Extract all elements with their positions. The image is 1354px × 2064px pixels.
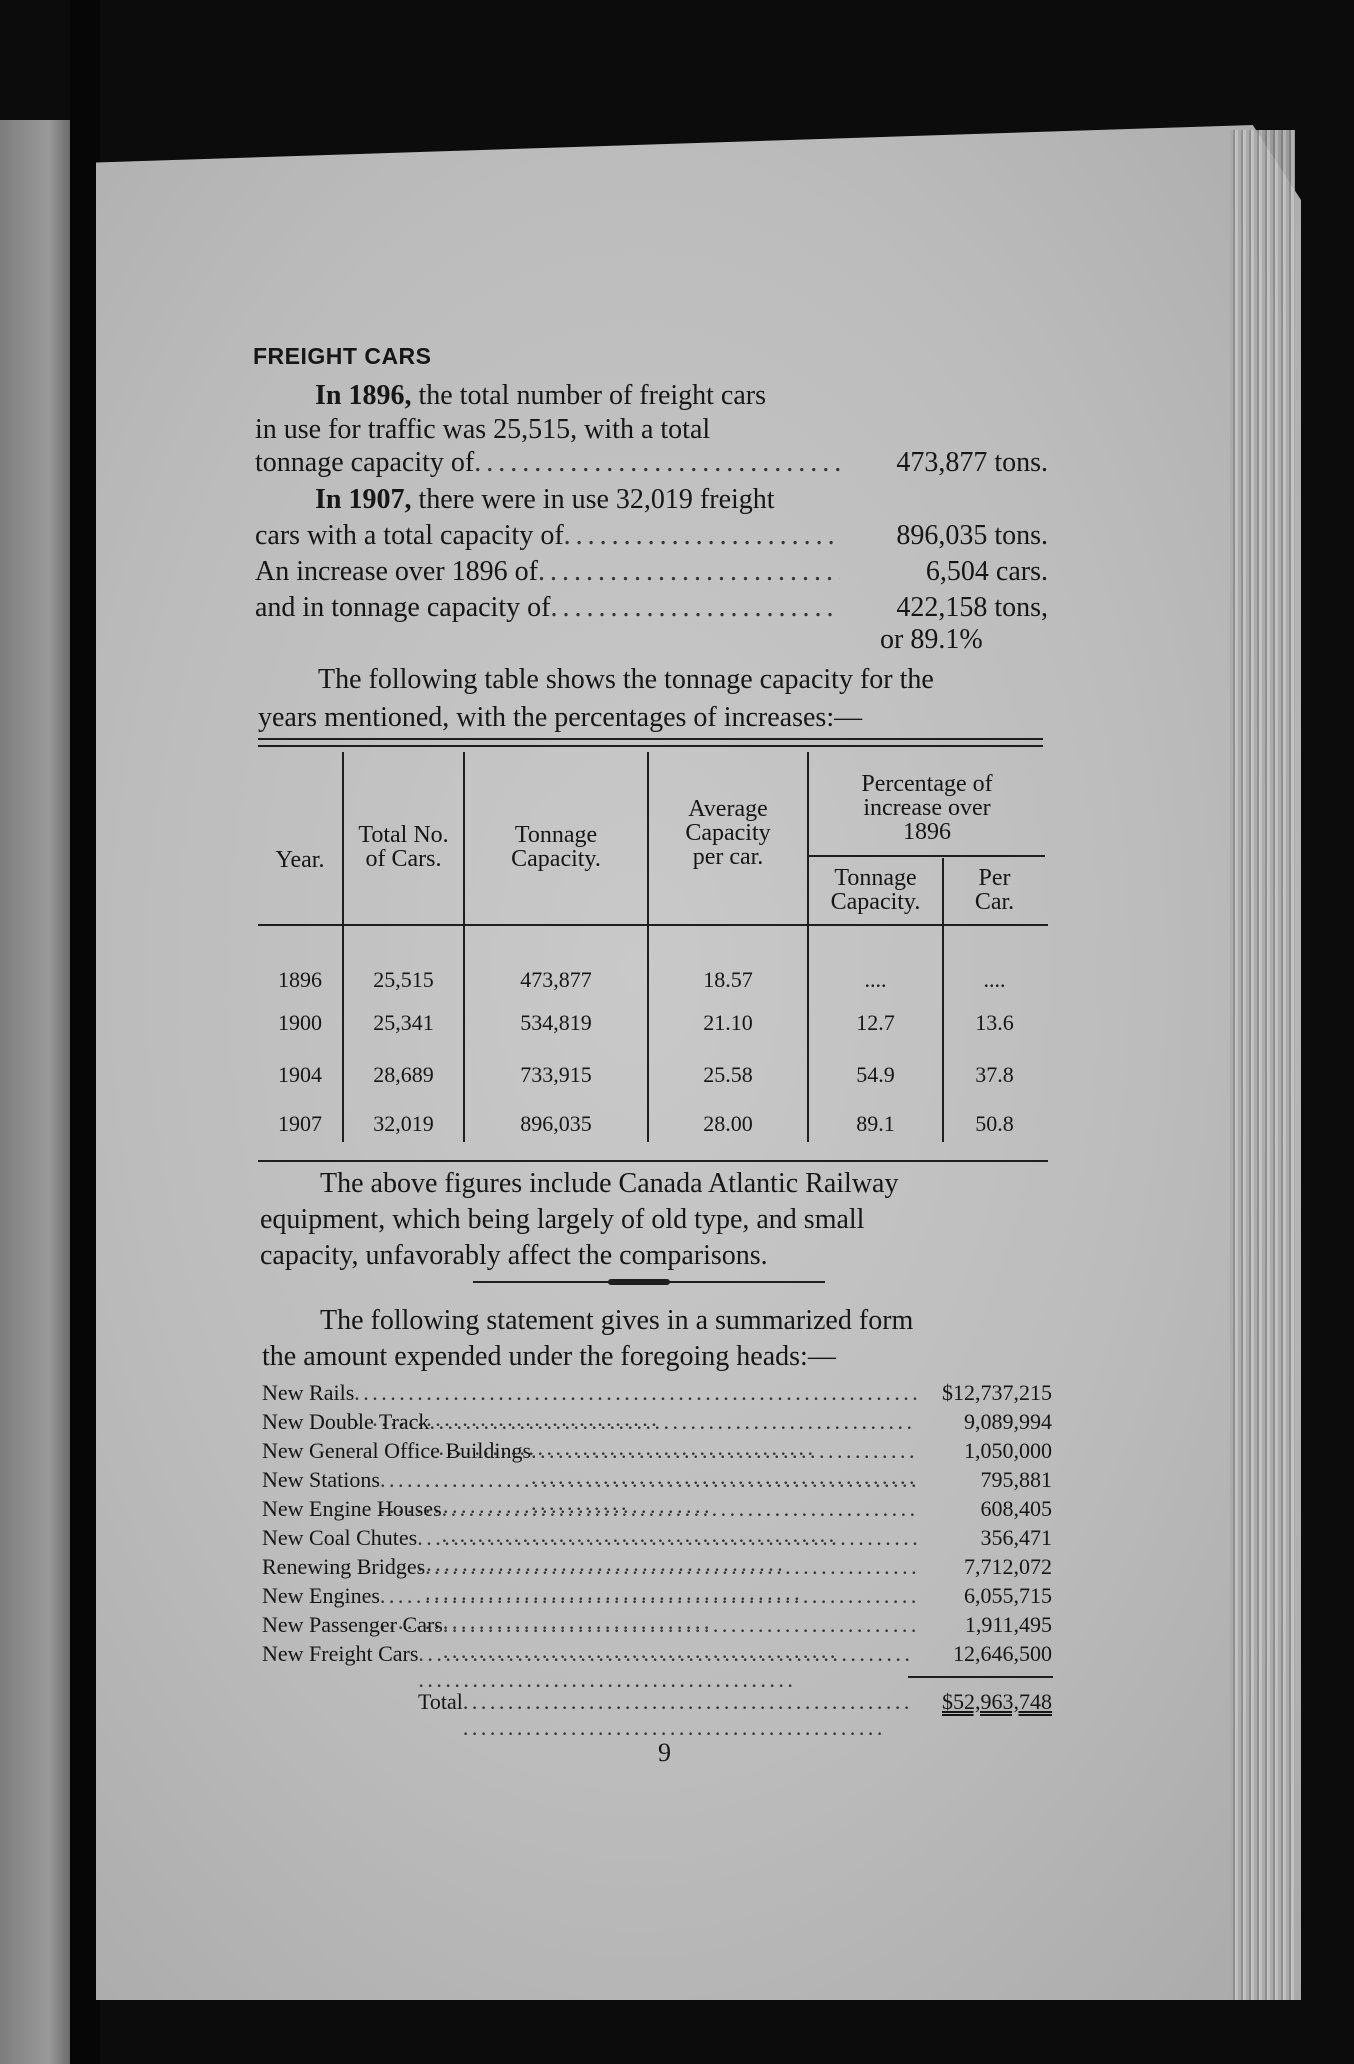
- total-label: Total: [418, 1689, 463, 1714]
- cell-cars: 25,341: [373, 1010, 434, 1035]
- table-bottom-rule: [258, 1160, 1048, 1162]
- total-rule: [908, 1676, 1053, 1678]
- para2-row-value: 6,504 cars.: [925, 556, 1048, 587]
- col-header-tonnage: [465, 823, 647, 871]
- table-top-rule: [258, 738, 1043, 740]
- expenditure-label: New Double Track: [262, 1409, 430, 1434]
- expenditure-row: [262, 1641, 1052, 1693]
- expenditure-amount: 1,911,495: [964, 1612, 1052, 1637]
- para2-row-3: [255, 590, 840, 625]
- summary-intro-line1: The following statement gives in a summarized form: [320, 1305, 914, 1336]
- header-line: Capacity.: [830, 889, 921, 915]
- para1-line1-text: the total number of freight cars: [411, 380, 767, 411]
- expenditure-amount: $12,737,215: [942, 1380, 1052, 1405]
- expenditure-label: Renewing Bridges: [262, 1554, 426, 1579]
- expenditure-amount: 1,050,000: [964, 1438, 1052, 1463]
- header-line: Capacity.: [511, 846, 601, 872]
- table-subheader-rule: [808, 855, 1045, 857]
- expenditure-label: New Stations: [262, 1467, 380, 1492]
- header-line: 1896: [903, 819, 951, 845]
- cell-average: 21.10: [703, 1010, 753, 1035]
- para2-row-2: [255, 554, 840, 589]
- col-header-year: Year.: [275, 847, 325, 873]
- expenditure-label: New Coal Chutes: [262, 1525, 418, 1550]
- para2-line1: [315, 482, 775, 517]
- table-intro-line1: The following table shows the tonnage capacity for the: [318, 664, 934, 695]
- header-line: increase over: [863, 795, 991, 821]
- cell-tonnage: 473,877: [520, 967, 592, 992]
- para2-row-value: 422,158 tons,: [896, 592, 1048, 623]
- col-header-pct-tonnage: [809, 866, 942, 914]
- table-header-rule: [258, 924, 1048, 926]
- note-line2: equipment, which being largely of old type, and small: [260, 1204, 865, 1235]
- para2-year: In 1907,: [315, 484, 412, 515]
- table-intro-line2: years mentioned, with the percentages of increases:—: [258, 702, 863, 733]
- para1-year: In 1896,: [315, 380, 412, 411]
- cell-tonnage: 896,035: [520, 1111, 592, 1136]
- header-line: Tonnage: [834, 865, 917, 891]
- cell-cars: 28,689: [373, 1062, 434, 1087]
- cell-pct-car: ....: [983, 967, 1006, 992]
- expenditure-label: New Passenger Cars: [262, 1612, 443, 1637]
- expenditure-amount: 7,712,072: [964, 1554, 1052, 1579]
- para1-capacity-value: 473,877 tons.: [896, 447, 1048, 478]
- cell-average: 25.58: [703, 1062, 753, 1087]
- col-header-pct-car: [944, 866, 1045, 914]
- para1-line2: in use for traffic was 25,515, with a total: [255, 414, 711, 445]
- header-line: Capacity: [685, 820, 771, 846]
- header-line: Percentage of: [861, 771, 993, 797]
- header-line: Tonnage: [514, 822, 598, 848]
- dot-leader: [463, 1689, 917, 1741]
- para2-row-label: and in tonnage capacity of: [255, 592, 551, 623]
- expenditure-amount: 9,089,994: [964, 1409, 1052, 1434]
- header-line: Car.: [974, 889, 1015, 915]
- cell-average: 18.57: [703, 967, 753, 992]
- total-amount: $52,963,748: [942, 1689, 1052, 1714]
- dot-leader: [564, 518, 840, 553]
- expenditure-amount: 795,881: [980, 1467, 1052, 1492]
- header-line: of Cars.: [365, 846, 442, 872]
- header-line: Average: [688, 796, 768, 822]
- cell-year: 1904: [278, 1062, 322, 1087]
- cell-year: 1900: [278, 1010, 322, 1035]
- para2-row-1: [255, 518, 840, 553]
- note-line1: The above figures include Canada Atlantic Railway: [320, 1168, 899, 1199]
- table-top-rule-double: [258, 745, 1043, 747]
- col-header-percentage: [809, 772, 1045, 844]
- expenditure-amount: 356,471: [980, 1525, 1052, 1550]
- cell-pct-tonnage: ....: [864, 967, 887, 992]
- para1-line1: [315, 378, 766, 413]
- cell-year: 1896: [278, 967, 322, 992]
- cell-tonnage: 534,819: [520, 1010, 592, 1035]
- dot-leader: [474, 445, 840, 480]
- header-line: Per: [978, 865, 1011, 891]
- cell-cars: 32,019: [373, 1111, 434, 1136]
- page-number: 9: [658, 1738, 671, 1767]
- header-line: Total No.: [358, 822, 449, 848]
- dot-leader: [418, 1641, 917, 1693]
- para2-line1-text: there were in use 32,019 freight: [411, 484, 775, 515]
- expenditure-label: New General Office Buildings: [262, 1438, 532, 1463]
- dot-leader: [550, 590, 840, 625]
- summary-intro-line2: the amount expended under the foregoing heads:—: [262, 1341, 836, 1372]
- cell-pct-tonnage: 54.9: [856, 1062, 895, 1087]
- cell-pct-tonnage: 12.7: [856, 1010, 895, 1035]
- cell-average: 28.00: [703, 1111, 753, 1136]
- cell-cars: 25,515: [373, 967, 434, 992]
- expenditure-label: New Freight Cars: [262, 1641, 419, 1666]
- section-divider-center: [608, 1279, 670, 1285]
- para2-row-label: cars with a total capacity of: [255, 520, 564, 551]
- dot-leader: [538, 554, 840, 589]
- expenditure-label: New Engine Houses: [262, 1496, 442, 1521]
- cell-tonnage: 733,915: [520, 1062, 592, 1087]
- expenditure-amount: 608,405: [980, 1496, 1052, 1521]
- para2-percent: or 89.1%: [880, 624, 983, 655]
- cell-year: 1907: [278, 1111, 322, 1136]
- cell-pct-car: 13.6: [975, 1010, 1014, 1035]
- total-row: [418, 1689, 1052, 1741]
- section-heading: FREIGHT CARS: [253, 343, 432, 369]
- col-header-total-cars: [344, 823, 463, 871]
- cell-pct-tonnage: 89.1: [856, 1111, 895, 1136]
- note-line3: capacity, unfavorably affect the comparisons.: [260, 1240, 768, 1271]
- expenditure-amount: 12,646,500: [953, 1641, 1052, 1666]
- expenditure-label: New Rails: [262, 1380, 355, 1405]
- expenditure-amount: 6,055,715: [964, 1583, 1052, 1608]
- para1-line3: [255, 445, 840, 480]
- cell-pct-car: 37.8: [975, 1062, 1014, 1087]
- para1-capacity-label: tonnage capacity of: [255, 447, 475, 478]
- cell-pct-car: 50.8: [975, 1111, 1014, 1136]
- para2-row-label: An increase over 1896 of: [255, 556, 539, 587]
- para2-row-value: 896,035 tons.: [896, 520, 1048, 551]
- col-header-average: [649, 797, 807, 869]
- header-line: per car.: [692, 844, 764, 870]
- expenditure-label: New Engines: [262, 1583, 380, 1608]
